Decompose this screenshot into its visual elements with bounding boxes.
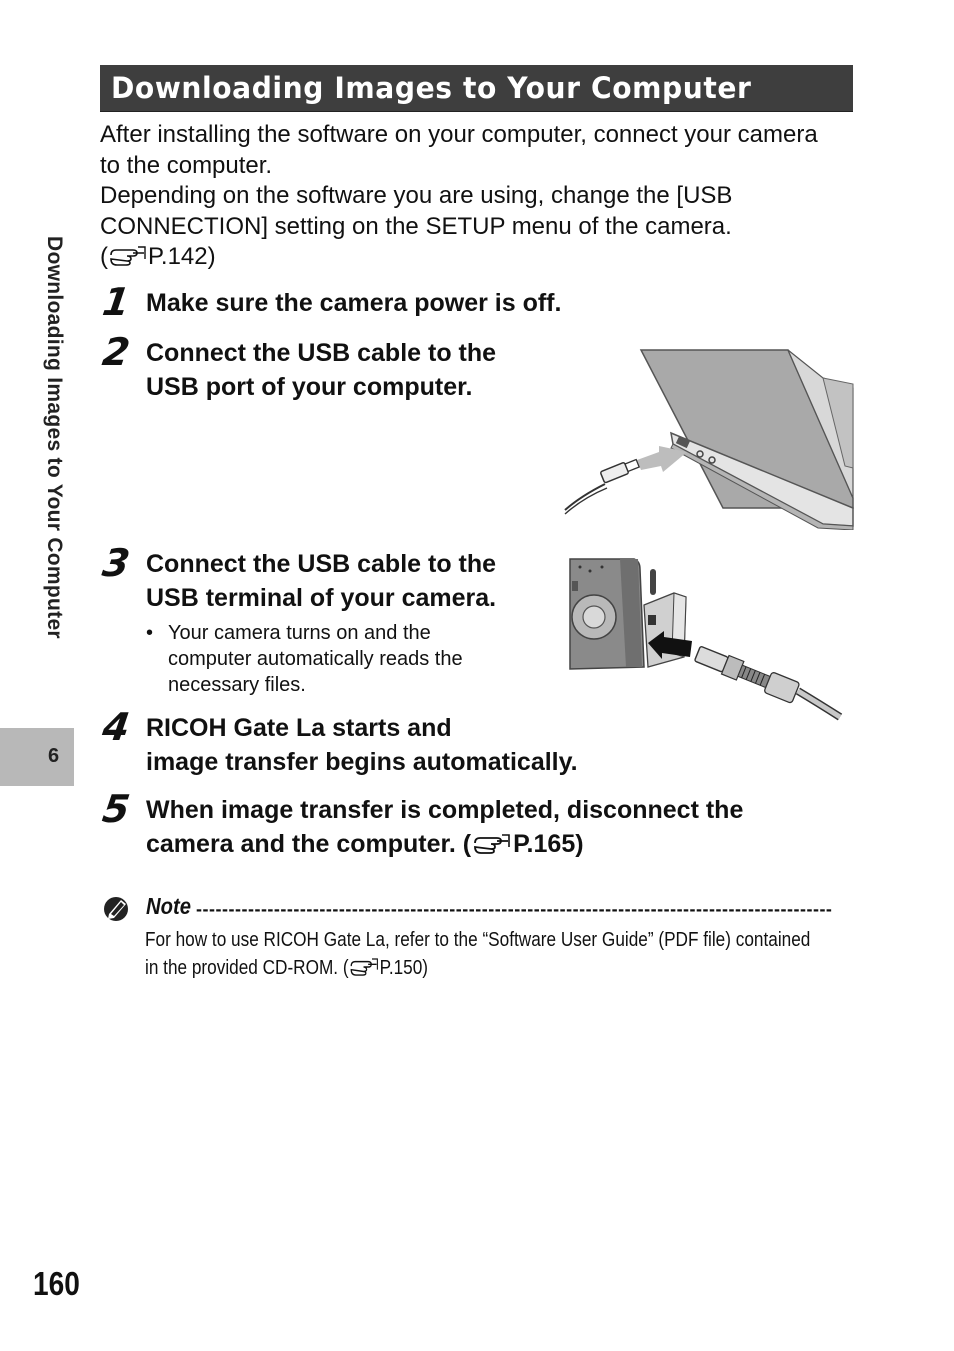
step-3-line-1: Connect the USB cable to the [146,550,497,578]
note-line: For how to use RICOH Gate La, refer to the “Software User Guide” (PDF file) contained [145,929,811,951]
step-3-line-2: USB terminal of your camera. [146,583,497,612]
list-item [146,620,546,698]
note-label: Note [146,893,191,919]
laptop-usb-illustration [563,348,855,535]
step-5-line-1: When image transfer is completed, disconnect the [146,796,744,824]
ref-open-paren: ( [100,243,108,270]
section-header-bar [100,65,853,112]
step-2-line-2: USB port of your computer. [146,372,473,401]
intro-line: CONNECTION] setting on the SETUP menu of the camera. [100,212,732,240]
step-2-number: 2 [99,330,133,374]
step-4-number: 4 [99,705,133,749]
note-pencil-icon [103,894,131,927]
note-line: in the provided CD-ROM. ( [145,956,349,979]
step-4-text [146,712,578,779]
step-1-text: Make sure the camera power is off. [146,289,562,317]
bullet-line: computer automatically reads the [168,648,463,670]
side-chapter-title [42,236,72,716]
step-4-line-1: RICOH Gate La starts and [146,714,452,742]
note-divider: -------------------------------------------------------------------------------------------------- [196,899,833,917]
section-title: Downloading Images to Your Computer [111,71,752,105]
step-3-bullets [146,620,546,698]
side-chapter-title-text: Downloading Images to Your Computer [43,236,66,639]
step-5-line-2: camera and the computer. ( [146,829,472,858]
bullet-line: necessary files. [168,674,306,696]
step-5-number: 5 [99,787,133,831]
intro-line: After installing the software on your computer, connect your camera [100,121,818,148]
step-4-line-2: image transfer begins automatically. [146,747,578,776]
step-5-ref: P.165) [513,829,584,858]
intro-line: to the computer. [100,151,273,179]
note-ref: P.150) [379,956,429,979]
pointing-hand-icon [109,245,147,276]
camera-usb-illustration [568,557,844,726]
pointing-hand-icon [472,831,512,865]
chapter-tab [0,728,74,786]
step-5-text [146,794,743,864]
bullet-line: Your camera turns on and the [168,622,431,644]
step-3-number: 3 [99,541,133,585]
ref-page: P.142) [148,243,216,270]
step-3-text [146,548,496,615]
note-body [145,927,811,985]
page-number: 160 [33,1265,80,1302]
intro-line: Depending on the software you are using, change the [USB [100,182,733,209]
pointing-hand-icon [349,957,378,986]
step-2-text [146,337,496,404]
intro-paragraph [100,120,860,276]
chapter-number: 6 [48,745,60,767]
step-2-line-1: Connect the USB cable to the [146,339,497,367]
step-1-number: 1 [99,280,133,324]
